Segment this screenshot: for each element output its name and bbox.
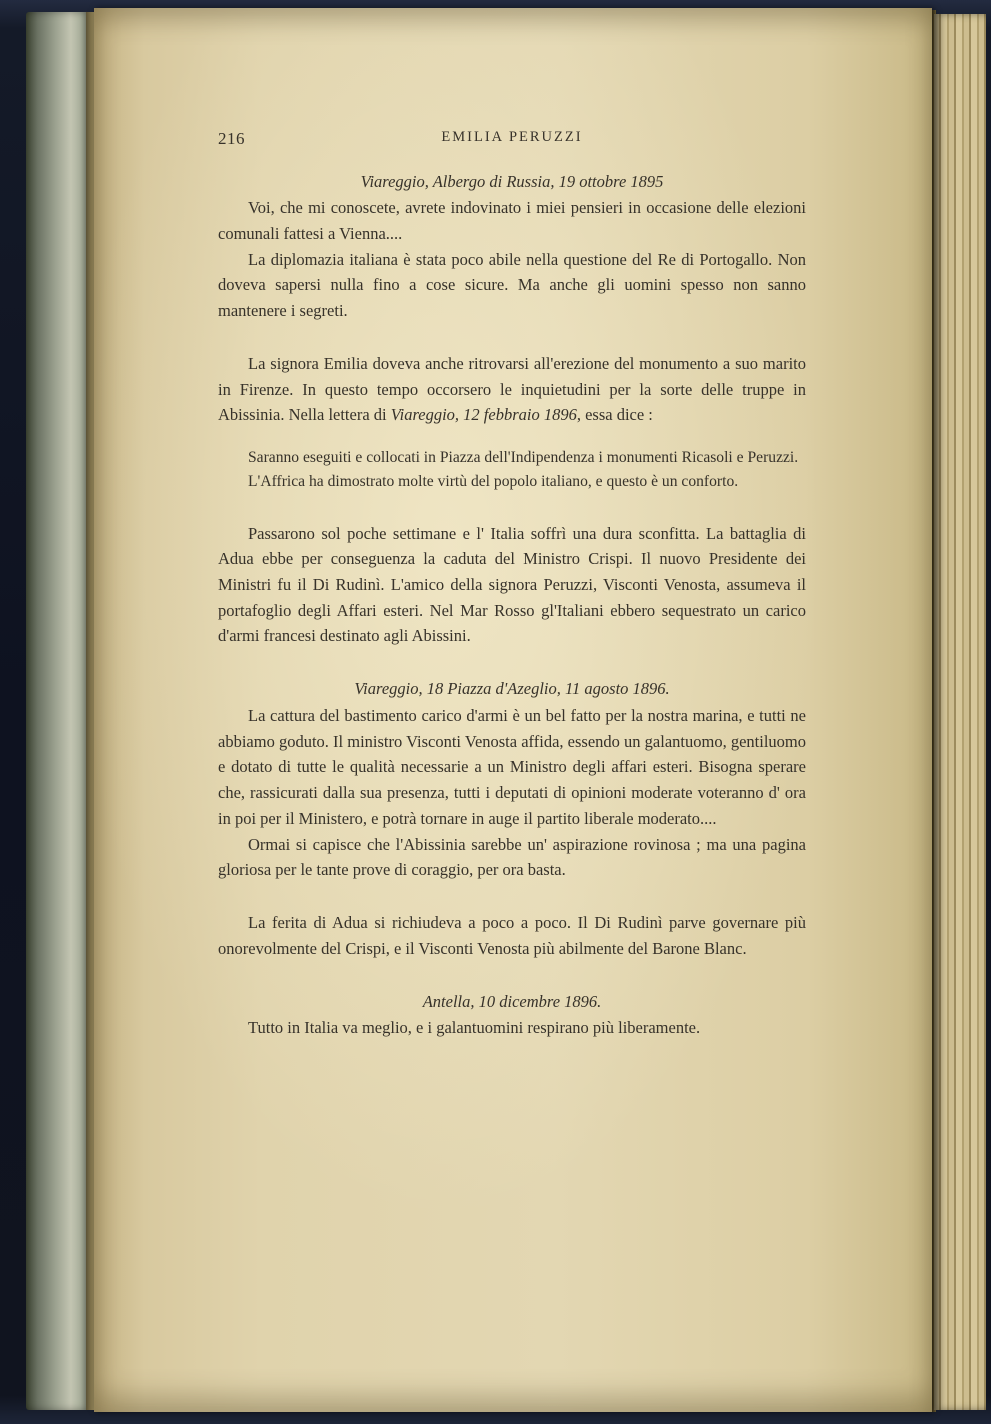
book-page xyxy=(94,8,932,1412)
letter-dateline: Viareggio, Albergo di Russia, 19 ottobre 1895 xyxy=(360,171,664,191)
right-page-stack-edge xyxy=(934,14,986,1410)
paragraph: Ormai si capisce che l'Abissinia sarebbe un' aspirazione rovinosa ; ma una pagina gloriosa per le tante prove di coraggio, per ora basta. xyxy=(218,834,806,880)
letter-dateline: Viareggio, 18 Piazza d'Azeglio, 11 agosto 1896. xyxy=(354,679,670,699)
quote-paragraph: L'Affrica ha dimostrato molte virtù del popolo italiano, e questo è un conforto. xyxy=(248,472,739,490)
paragraph: La signora Emilia doveva anche ritrovarsi all'erezione del monumento a suo marito in Firenze. In questo tempo occorsero le inquietudini per la sorte delle truppe in Abissinia. Nella lettera di Viareggio, 12 febbraio 1896, essa dice : xyxy=(218,353,806,425)
running-header xyxy=(218,126,806,153)
running-title: EMILIA PERUZZI xyxy=(441,129,583,145)
letter-dateline: Antella, 10 dicembre 1896. xyxy=(422,991,602,1011)
book-binding-spine xyxy=(26,12,90,1410)
page-content xyxy=(218,169,806,1041)
paragraph: La cattura del bastimento carico d'armi è un bel fatto per la nostra marina, e tutti ne abbiamo goduto. Il ministro Visconti Venosta affida, essendo un galantuomo, gentiluomo e dotato di tutte le qualità necessarie a un Ministro degli affari esteri. Bisogna sperare che, rassicurati dalla sua presenza, tutti i deputati di opinioni moderate voteranno d' ora in poi per il Ministero, e potrà tornare in auge il partito liberale moderato.... xyxy=(218,705,806,828)
text-block xyxy=(218,126,806,1041)
paragraph: La ferita di Adua si richiudeva a poco a poco. Il Di Rudinì parve governare più onorevolmente del Crispi, e il Visconti Venosta più abilmente del Barone Blanc. xyxy=(218,913,806,958)
page-number: 216 xyxy=(218,129,245,148)
paragraph: Tutto in Italia va meglio, e i galantuomini respirano più liberamente. xyxy=(248,1018,701,1038)
paragraph: La diplomazia italiana è stata poco abile nella questione del Re di Portogallo. Non doveva sapersi nulla fino a cose sicure. Ma anche gli uomini spesso non sanno mantenere i segreti. xyxy=(218,249,806,321)
paragraph: Passarono sol poche settimane e l' Italia soffrì una dura sconfitta. La battaglia di Adua ebbe per conseguenza la caduta del Ministro Crispi. Il nuovo Presidente dei Ministri fu il Di Rudinì. L'amico della signora Peruzzi, Visconti Venosta, assumeva il portafoglio degli Affari esteri. Nel Mar Rosso gl'Italiani ebbero sequestrato un carico d'armi francesi destinato agli Abissini. xyxy=(218,523,806,646)
paragraph: Voi, che mi conoscete, avrete indovinato i miei pensieri in occasione delle elezioni comunali fattesi a Vienna.... xyxy=(218,198,806,243)
quote-paragraph: Saranno eseguiti e collocati in Piazza dell'Indipendenza i monumenti Ricasoli e Peruzzi. xyxy=(248,449,799,467)
